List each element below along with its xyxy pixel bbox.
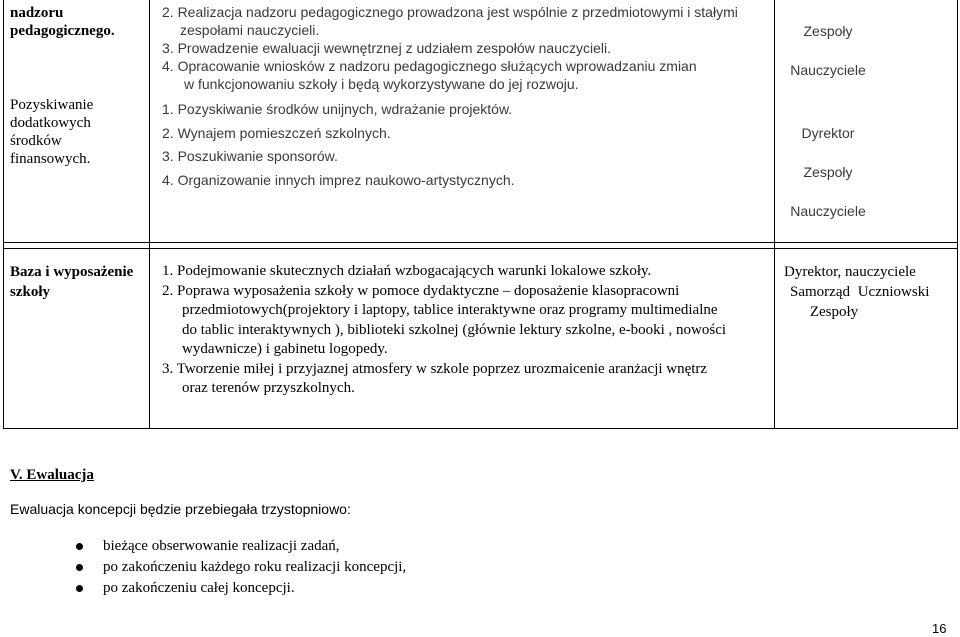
table-border-left: [3, 0, 4, 429]
task-line: 2. Poprawa wyposażenia szkoły w pomoce dydaktyczne – doposażenie klasopracowni: [162, 282, 680, 299]
responsible-item: Zespoły: [803, 164, 853, 180]
task-line: 3. Prowadzenie ewaluacji wewnętrznej z udziałem zespołów nauczycieli.: [162, 40, 611, 56]
responsible-item: Dyrektor: [801, 125, 855, 141]
task-line: wydawnicze) i gabinetu logopedy.: [182, 341, 388, 357]
table-divider-col1: [149, 0, 150, 429]
row3-responsible: [784, 262, 929, 322]
table-row-separator-bottom: [3, 248, 958, 249]
task-line: do tablic interaktywnych ), biblioteki szkolnej (głównie lektury szkolne, e-booki , nowości: [182, 321, 727, 338]
row2-tasks: [162, 98, 515, 192]
row1-responsible: [778, 22, 878, 79]
responsible-item: Zespoły: [809, 304, 859, 320]
task-line: oraz terenów przyszkolnych.: [182, 380, 355, 396]
task-line: 2. Wynajem pomieszczeń szkolnych.: [162, 124, 391, 141]
task-line: 1. Podejmowanie skutecznych działań wzbogacających warunki lokalowe szkoły.: [162, 263, 652, 279]
responsible-item: Nauczyciele: [790, 62, 866, 78]
table-border-bottom: [3, 428, 958, 429]
row2-label: Pozyskiwanie dodatkowych środków finansowych.: [10, 97, 94, 167]
bullet-icon: [76, 564, 83, 571]
list-item: bieżące obserwowanie realizacji zadań,: [76, 536, 406, 557]
responsible-item: Zespoły: [803, 23, 853, 39]
section-heading: V. Ewaluacja: [10, 467, 94, 483]
evaluation-list: [76, 536, 406, 599]
page-number: 16: [932, 621, 947, 636]
responsible-item: Nauczyciele: [790, 203, 866, 219]
section-intro: Ewaluacja koncepcji będzie przebiegała trzystopniowo:: [10, 501, 351, 517]
bullet-icon: [76, 543, 83, 550]
table-border-right: [957, 0, 958, 429]
bullet-icon: [76, 585, 83, 592]
row1-tasks: [162, 3, 738, 93]
task-line: 4. Opracowanie wniosków z nadzoru pedagogicznego służących wprowadzaniu zmian: [162, 58, 697, 74]
list-item: po zakończeniu całej koncepcji.: [76, 578, 406, 599]
list-item: po zakończeniu każdego roku realizacji koncepcji,: [76, 557, 406, 578]
table-row-separator-top: [3, 242, 958, 243]
responsible-item: Samorząd Uczniowski: [790, 284, 930, 300]
row3-tasks: [162, 262, 726, 399]
task-line: 4. Organizowanie innych imprez naukowo-artystycznych.: [162, 171, 515, 188]
task-line: 3. Poszukiwanie sponsorów.: [162, 148, 338, 164]
row3-label: Baza i wyposażenie szkoły: [10, 264, 134, 300]
task-line: 1. Pozyskiwanie środków unijnych, wdrażanie projektów.: [162, 101, 513, 117]
task-line: 2. Realizacja nadzoru pedagogicznego prowadzona jest wspólnie z przedmiotowymi i stałymi: [162, 4, 738, 20]
task-line: w funkcjonowaniu szkoły i będą wykorzystywane do jej rozwoju.: [184, 76, 579, 92]
row1-label: nadzoru pedagogicznego.: [10, 5, 115, 39]
table-divider-col2: [774, 0, 775, 429]
responsible-item: Dyrektor, nauczyciele: [784, 264, 916, 280]
task-line: zespołami nauczycieli.: [180, 22, 320, 38]
task-line: 3. Tworzenie miłej i przyjaznej atmosfery w szkole poprzez urozmaicenie aranżacji wnętrz: [162, 360, 708, 377]
row2-responsible: [778, 114, 878, 231]
task-line: przedmiotowych(projektory i laptopy, tablice interaktywne oraz programy multimedialne: [182, 302, 718, 318]
